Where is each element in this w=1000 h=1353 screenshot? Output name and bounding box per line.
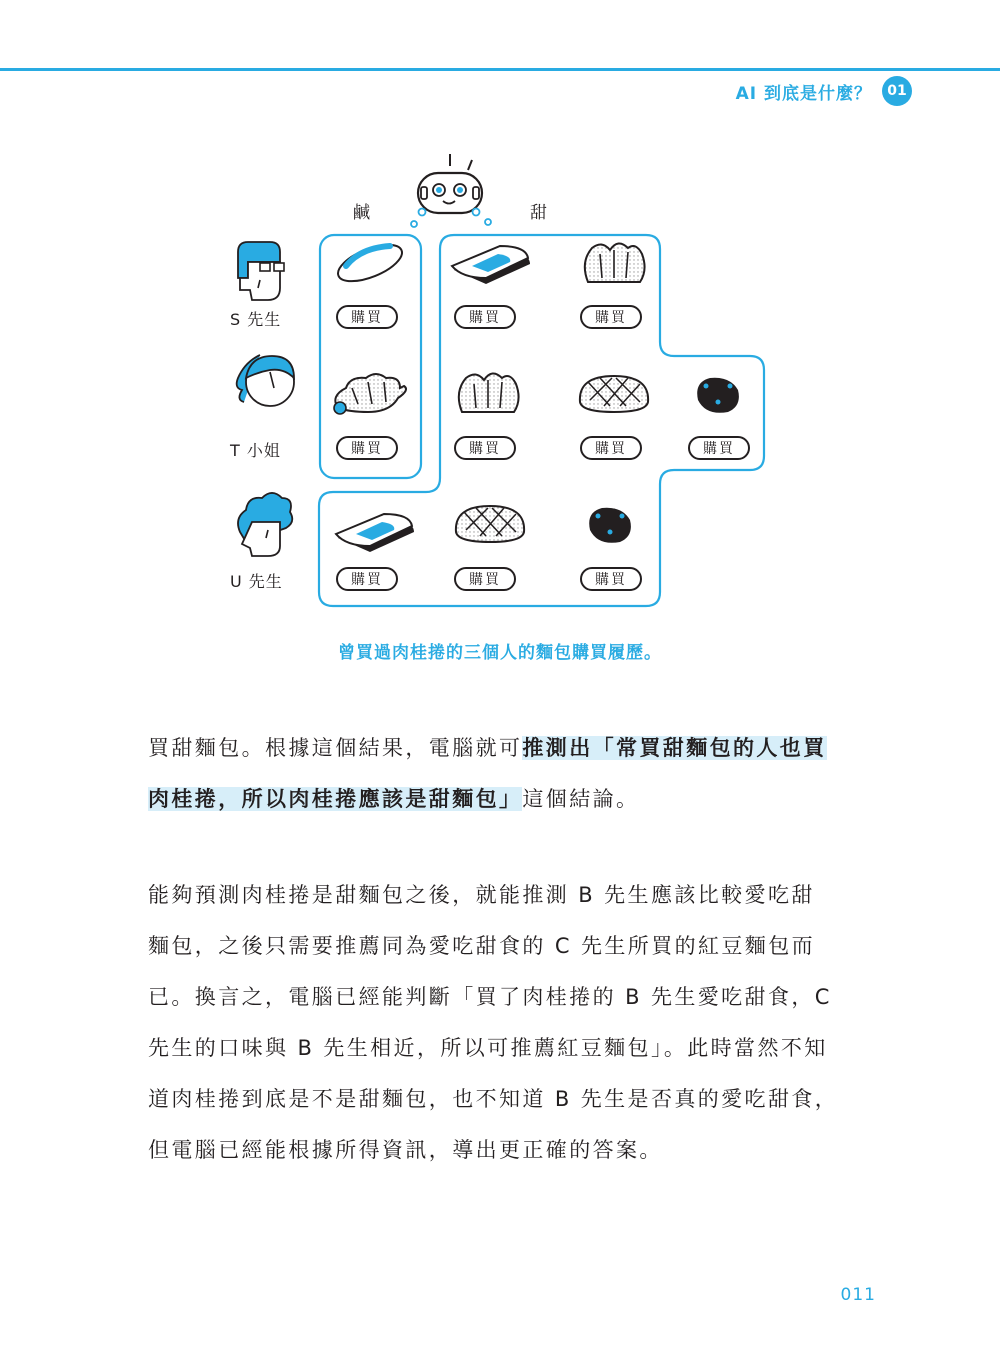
buy-tag: 購買 xyxy=(580,567,642,591)
buy-tag: 購買 xyxy=(580,436,642,460)
paragraph-2-line: 道肉桂捲到底是不是甜麵包，也不知道 B 先生是否真的愛吃甜食， xyxy=(148,1087,839,1111)
highlighted-text: 肉桂捲，所以肉桂捲應該是甜麵包」 xyxy=(148,787,523,811)
t-person-icon xyxy=(237,355,294,406)
s-person-icon xyxy=(238,242,284,300)
sausage-bread-icon xyxy=(333,237,407,288)
toast-icon xyxy=(452,246,530,284)
shell-bread-icon xyxy=(459,373,519,412)
paragraph-1-line-2 xyxy=(148,774,858,825)
buy-tag: 購買 xyxy=(454,436,516,460)
figure-caption: 曾買過肉桂捲的三個人的麵包購買履歷。 xyxy=(338,643,662,663)
buy-tag: 購買 xyxy=(688,436,750,460)
buy-tag: 購買 xyxy=(454,567,516,591)
sweet-label: 甜 xyxy=(530,203,549,223)
person-label-u: U 先生 xyxy=(230,572,283,591)
buy-tag: 購買 xyxy=(336,436,398,460)
person-label-s: S 先生 xyxy=(230,310,282,329)
shell-bread-icon xyxy=(585,243,645,282)
running-head xyxy=(736,76,912,106)
buy-tag: 購買 xyxy=(580,305,642,329)
paragraph-2-line: 已。換言之，電腦已經能判斷「買了肉桂捲的 B 先生愛吃甜食，C xyxy=(148,985,832,1009)
paragraph-1-line-1 xyxy=(148,723,858,774)
salty-label: 鹹 xyxy=(353,203,372,223)
toast-icon xyxy=(336,514,414,552)
chapter-number-badge: 01 xyxy=(882,76,912,106)
chapter-title: AI 到底是什麼？ xyxy=(735,83,872,104)
u-person-icon xyxy=(238,493,292,556)
robot-icon xyxy=(411,154,491,227)
top-rule xyxy=(0,68,1000,71)
paragraph-2-line: 先生的口味與 B 先生相近，所以可推薦紅豆麵包」。此時當然不知 xyxy=(148,1036,828,1060)
text-run: 買甜麵包。根據這個結果，電腦就可 xyxy=(148,736,523,760)
melon-pan-icon xyxy=(580,376,648,412)
paragraph-2 xyxy=(148,870,858,1176)
paragraph-2-line: 能夠預測肉桂捲是甜麵包之後，就能推測 B 先生應該比較愛吃甜 xyxy=(148,883,815,907)
cinnamon-roll-icon xyxy=(334,374,406,414)
page-number: 011 xyxy=(840,1285,876,1305)
red-bean-bun-icon xyxy=(697,378,739,413)
highlighted-text: 推測出「常買甜麵包的人也買 xyxy=(522,736,827,760)
buy-tag: 購買 xyxy=(336,567,398,591)
sweet-group-outline xyxy=(319,235,764,606)
red-bean-bun-icon xyxy=(589,508,631,543)
melon-pan-icon xyxy=(456,506,524,542)
buy-tag: 購買 xyxy=(336,305,398,329)
paragraph-2-line: 但電腦已經能根據所得資訊，導出更正確的答案。 xyxy=(148,1138,663,1162)
person-label-t: T 小姐 xyxy=(230,441,281,460)
buy-tag: 購買 xyxy=(454,305,516,329)
figure-drawing xyxy=(200,150,800,620)
text-run: 這個結論。 xyxy=(522,787,640,811)
paragraph-2-line: 麵包，之後只需要推薦同為愛吃甜食的 C 先生所買的紅豆麵包而 xyxy=(148,934,816,958)
bread-purchase-figure xyxy=(200,150,800,620)
paragraph-1 xyxy=(148,723,858,825)
